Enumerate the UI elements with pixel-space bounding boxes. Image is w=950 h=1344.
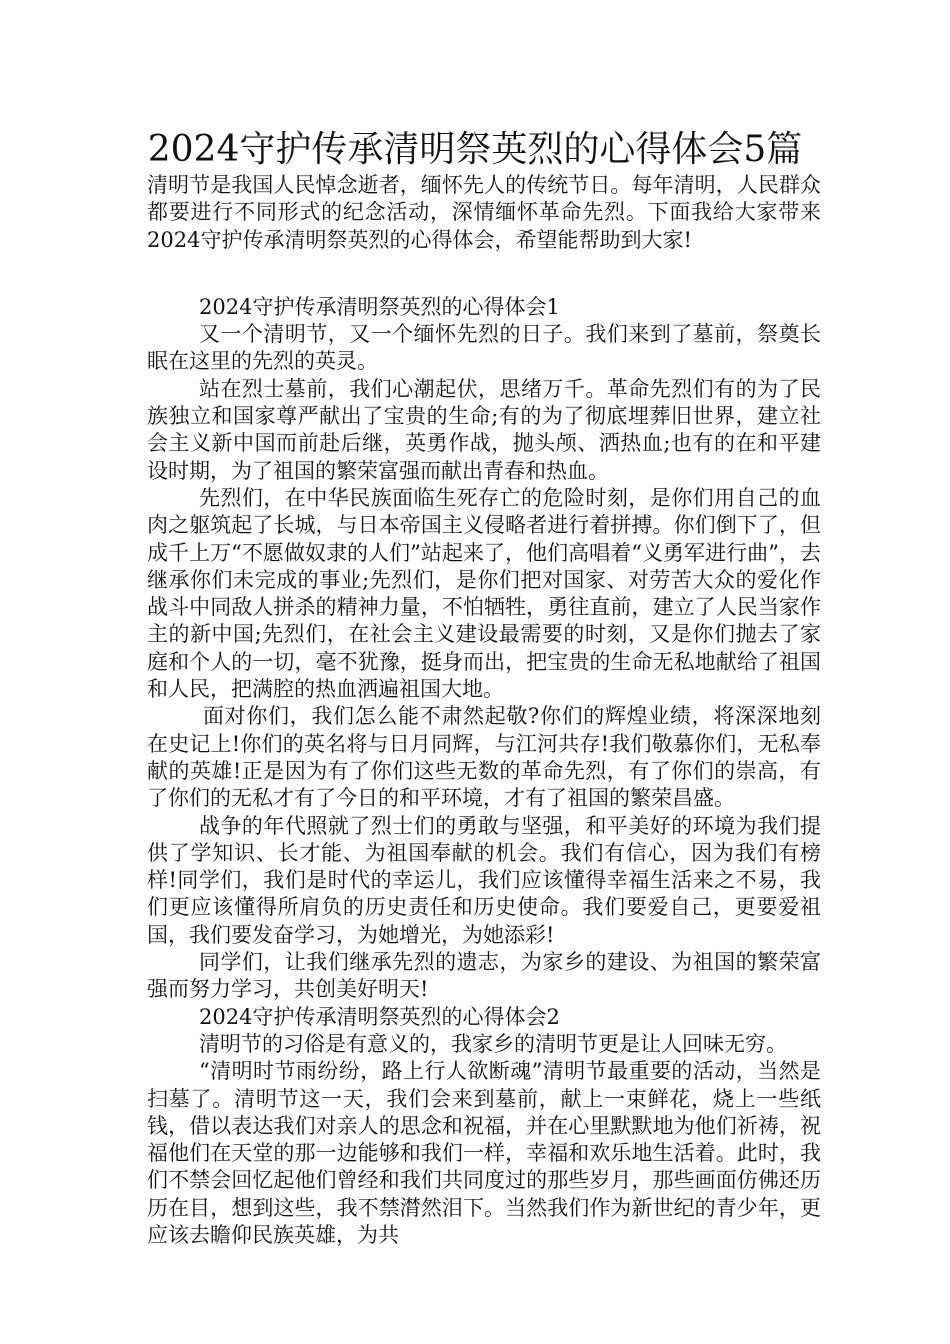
paragraph-gap <box>147 254 821 294</box>
intro-paragraph: 清明节是我国人民悼念逝者，缅怀先人的传统节日。每年清明，人民群众都要进行不同形式的纪念活动，深情缅怀革命先烈。下面我给大家带来2024守护传承清明祭英烈的心得体会，希望能帮助到大家! <box>147 173 821 252</box>
section-1-paragraph-6: 同学们，让我们继承先烈的遗志，为家乡的建设、为祖国的繁荣富强而努力学习，共创美好明天! <box>147 950 821 1002</box>
section-1-paragraph-2: 站在烈士墓前，我们心潮起伏，思绪万千。革命先烈们有的为了民族独立和国家尊严献出了宝贵的生命;有的为了彻底埋葬旧世界，建立社会主义新中国而前赴后继，英勇作战，抛头颅、洒热血;也有的在和平建设时期，为了祖国的繁荣富强而献出青春和热血。 <box>147 376 821 483</box>
section-1-paragraph-4: 面对你们，我们怎么能不肃然起敬?你们的辉煌业绩，将深深地刻在史记上!你们的英名将与日月同辉，与江河共存!我们敬慕你们，无私奉献的英雄!正是因为有了你们这些无数的革命先烈，有了你们的崇高，有了你们的无私才有了今日的和平环境，才有了祖国的繁荣昌盛。 <box>147 704 821 811</box>
section-1-paragraph-5: 战争的年代照就了烈士们的勇敢与坚强，和平美好的环境为我们提供了学知识、长才能、为祖国奉献的机会。我们有信心，因为我们有榜样!同学们，我们是时代的幸运儿，我们应该懂得幸福生活来之不易，我们更应该懂得所肩负的历史责任和历史使命。我们要爱自己，更要爱祖国，我们要发奋学习，为她增光，为她添彩! <box>147 813 821 947</box>
section-2-paragraph-1: 清明节的习俗是有意义的，我家乡的清明节更是让人回味无穷。 <box>199 1031 787 1056</box>
document-title: 2024守护传承清明祭英烈的心得体会5篇 <box>147 129 803 170</box>
section-1-paragraph-3: 先烈们，在中华民族面临生死存亡的危险时刻，是你们用自己的血肉之躯筑起了长城，与日本帝国主义侵略者进行着拼搏。你们倒下了，但成千上万“不愿做奴隶的人们”站起来了，他们高唱着“义勇军进行曲”，去继承你们未完成的事业;先烈们，是你们把对国家、对劳苦大众的爱化作战斗中同敌人拼杀的精神力量，不怕牺牲，勇往直前，建立了人民当家作主的新中国;先烈们，在社会主义建设最需要的时刻，又是你们抛去了家庭和个人的一切，毫不犹豫，挺身而出，把宝贵的生命无私地献给了祖国和人民，把满腔的热血洒遍祖国大地。 <box>147 485 821 702</box>
section-1-paragraph-1: 又一个清明节，又一个缅怀先烈的日子。我们来到了墓前，祭奠长眠在这里的先烈的英灵。 <box>147 322 821 374</box>
document-body <box>147 172 821 1249</box>
section-heading-1: 2024守护传承清明祭英烈的心得体会1 <box>199 294 560 319</box>
section-2-paragraph-2: “清明时节雨纷纷，路上行人欲断魂”清明节最重要的活动，当然是扫墓了。清明节这一天，我们会来到墓前，献上一束鲜花，烧上一些纸钱，借以表达我们对亲人的思念和祝福，并在心里默默地为他们祈祷，祝福他们在天堂的那一边能够和我们一样，幸福和欢乐地生活着。此时，我们不禁会回忆起他们曾经和我们共同度过的那些岁月，那些画面仿佛还历历在目，想到这些，我不禁潸然泪下。当然我们作为新世纪的青少年，更应该去瞻仰民族英雄，为共 <box>147 1059 821 1247</box>
section-heading-2: 2024守护传承清明祭英烈的心得体会2 <box>199 1004 560 1029</box>
